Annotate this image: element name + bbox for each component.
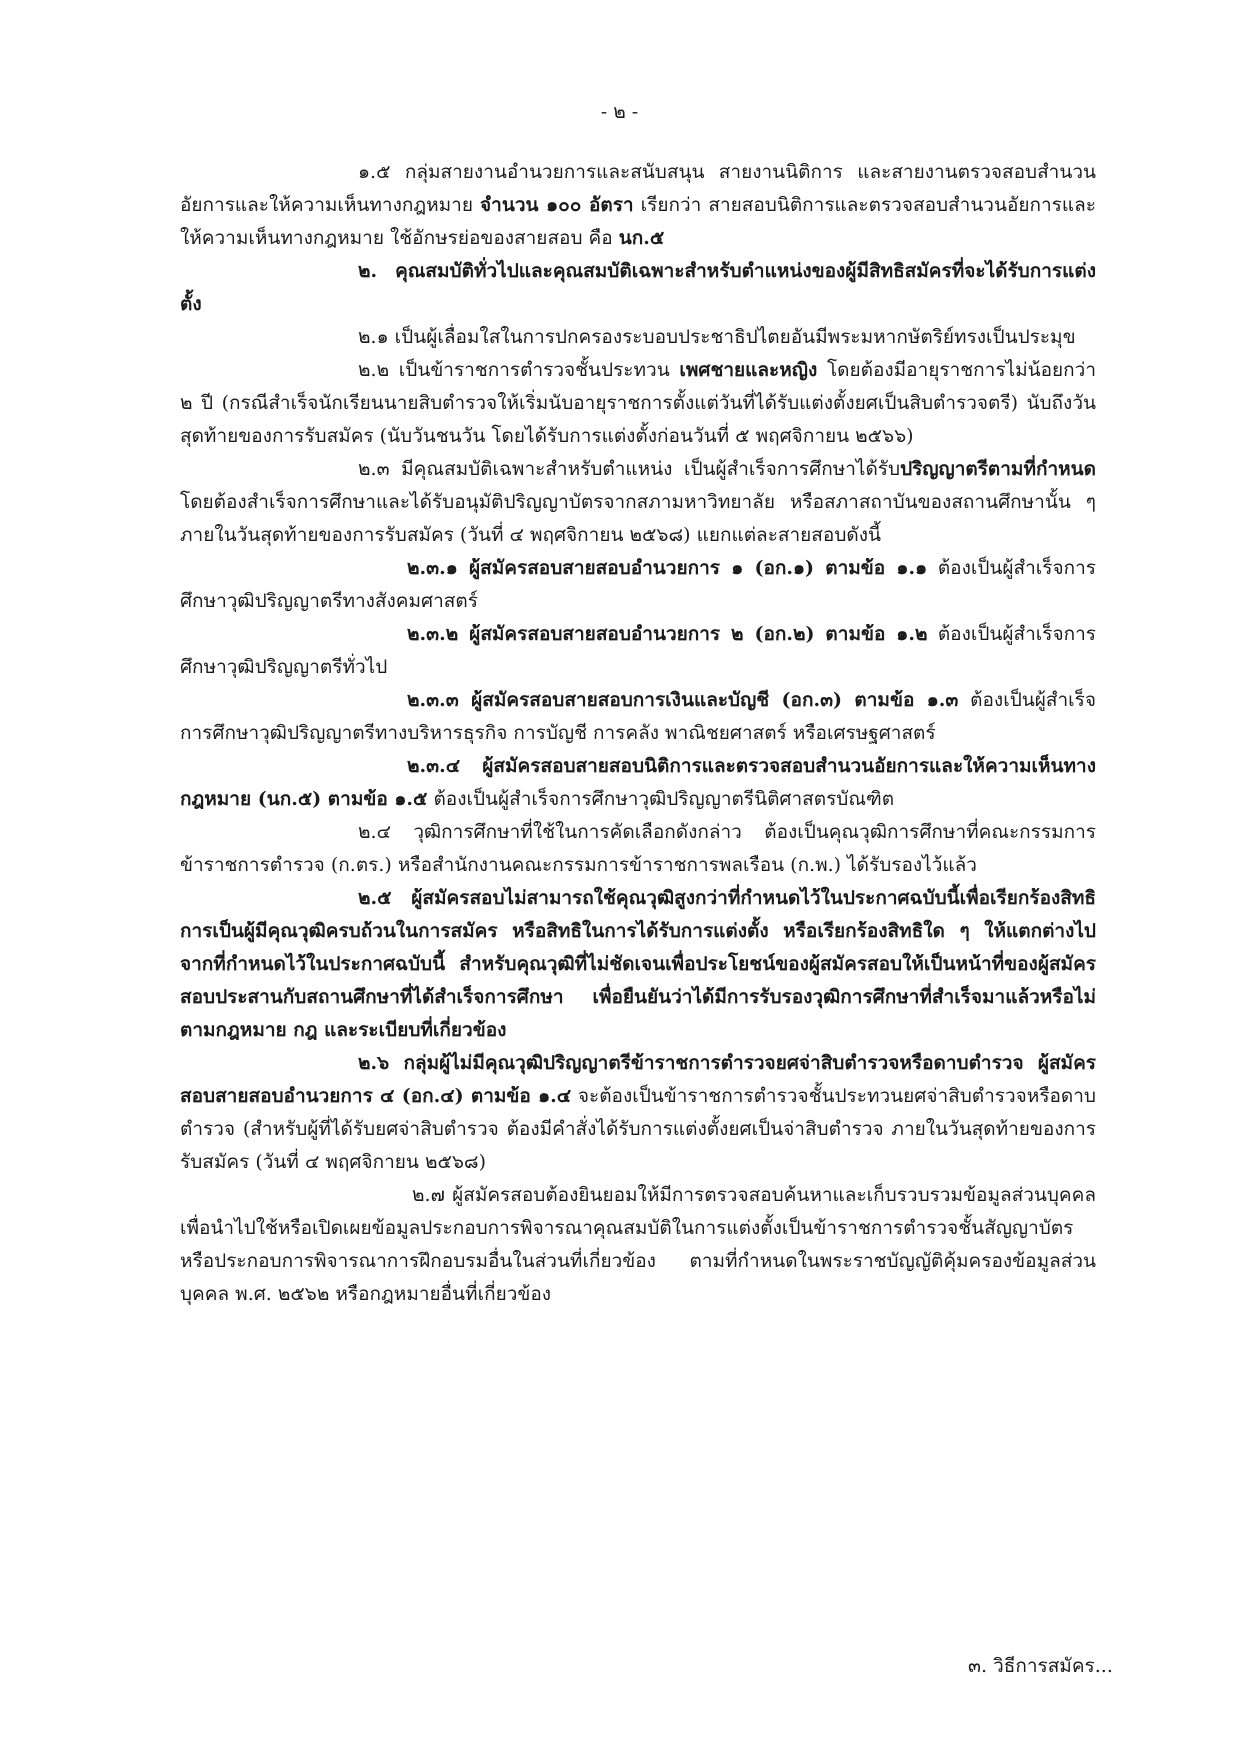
text-run: ต้องเป็นผู้สำเร็จการศึกษาวุฒิปริญญาตรีทางบริหารธุรกิจ การบัญชี การคลัง พาณิชยศาสตร์ หรือเศรษฐศาสตร์ [180,689,1096,744]
text-run: โดยต้องสำเร็จการศึกษาและได้รับอนุมัติปริญญาบัตรจากสภามหาวิทยาลัย หรือสภาสถาบันของสถานศึกษานั้น ๆ ภายในวันสุดท้ายของการรับสมัคร (วันที่ ๔ พฤศจิกายน ๒๕๖๘) แยกแต่ละสายสอบดังนี้ [180,491,1096,546]
paragraph [180,750,1096,816]
paragraph [180,684,1096,750]
next-section-marker: ๓. วิธีการสมัคร... [968,1655,1113,1677]
paragraph [180,354,1096,453]
paragraph [180,618,1096,684]
bold-text: ๒.๓.๔ ผู้สมัครสอบสายสอบนิติการและตรวจสอบสำนวนอัยการและให้ความเห็นทางกฎหมาย (นก.๕) ตามข้อ ๑.๕ [180,755,1096,810]
text-run: ๒. คุณสมบัติทั่วไปและคุณสมบัติเฉพาะสำหรับตำแหน่งของผู้มีสิทธิสมัครที่จะได้รับการแต่งตั้ง [180,260,1096,315]
text-run: โดยต้องมีอายุราชการไม่น้อยกว่า ๒ ปี (กรณีสำเร็จนักเรียนนายสิบตำรวจให้เริ่มนับอายุราชการตั้งแต่วันที่ได้รับแต่งตั้งยศเป็นสิบตำรวจตรี) นับถึงวันสุดท้ายของการรับสมัคร (นับวันชนวัน โดยได้รับการแต่งตั้งก่อนวันที่ ๕ พฤศจิกายน ๒๕๖๖) [180,359,1096,447]
paragraph [180,552,1096,618]
text-run: ๒.๒ เป็นข้าราชการตำรวจชั้นประทวน [358,359,680,381]
paragraph [180,255,1096,321]
document-body [180,156,1096,1311]
bold-text: นก.๕ [618,227,665,249]
bold-text: เพศชายและหญิง [679,359,818,381]
text-run: ๒.๑ เป็นผู้เลื่อมใสในการปกครองระบอบประชาธิปไตยอันมีพระมหากษัตริย์ทรงเป็นประมุข [358,326,1076,348]
bold-text: ๒.๓.๒ ผู้สมัครสอบสายสอบอำนวยการ ๒ (อก.๒) ตามข้อ ๑.๒ [407,623,928,645]
bold-text: ๒.๕ ผู้สมัครสอบไม่สามารถใช้คุณวุฒิสูงกว่าที่กำหนดไว้ในประกาศฉบับนี้เพื่อเรียกร้องสิทธิการเป็นผู้มีคุณวุฒิครบถ้วนในการสมัคร หรือสิทธิในการได้รับการแต่งตั้ง หรือเรียกร้องสิทธิใด ๆ ให้แตกต่างไปจากที่กำหนดไว้ในประกาศฉบับนี้ สำหรับคุณวุฒิที่ไม่ชัดเจนเพื่อประโยชน์ของผู้สมัครสอบให้เป็นหน้าที่ของผู้สมัครสอบประสานกับสถานศึกษาที่ได้สำเร็จการศึกษา เพื่อยืนยันว่าได้มีการรับรองวุฒิการศึกษาที่สำเร็จมาแล้วหรือไม่ ตามกฎหมาย กฎ และระเบียบที่เกี่ยวข้อง [180,887,1096,1041]
paragraph [180,321,1096,354]
text-run: ๒.๔ วุฒิการศึกษาที่ใช้ในการคัดเลือกดังกล่าว ต้องเป็นคุณวุฒิการศึกษาที่คณะกรรมการข้าราชการตำรวจ (ก.ตร.) หรือสำนักงานคณะกรรมการข้าราชการพลเรือน (ก.พ.) ได้รับรองไว้แล้ว [180,821,1096,876]
bold-text: ๒.๖ กลุ่มผู้ไม่มีคุณวุฒิปริญญาตรีข้าราชการตำรวจยศจ่าสิบตำรวจหรือดาบตำรวจ ผู้สมัครสอบสายสอบอำนวยการ ๔ (อก.๔) ตามข้อ ๑.๔ [180,1052,1096,1107]
paragraph [180,882,1096,1047]
text-run: เรียกว่า สายสอบนิติการและตรวจสอบสำนวนอัยการและให้ความเห็นทางกฎหมาย ใช้อักษรย่อของสายสอบ คือ [180,194,1096,249]
bold-text: ๒.๓.๓ ผู้สมัครสอบสายสอบการเงินและบัญชี (อก.๓) ตามข้อ ๑.๓ [407,689,959,711]
text-run: จะต้องเป็นข้าราชการตำรวจชั้นประทวนยศจ่าสิบตำรวจหรือดาบตำรวจ (สำหรับผู้ที่ได้รับยศจ่าสิบตำรวจ ต้องมีคำสั่งได้รับการแต่งตั้งยศเป็นจ่าสิบตำรวจ ภายในวันสุดท้ายของการรับสมัคร (วันที่ ๔ พฤศจิกายน ๒๕๖๘) [180,1085,1096,1173]
text-run: ๑.๕ กลุ่มสายงานอำนวยการและสนับสนุน สายงานนิติการ และสายงานตรวจสอบสำนวนอัยการและให้ความเห็นทางกฎหมาย [180,161,1096,216]
paragraph [180,453,1096,552]
bold-text: จำนวน ๑๐๐ อัตรา [480,194,634,216]
text-run: ต้องเป็นผู้สำเร็จการศึกษาวุฒิปริญญาตรีนิติศาสตรบัณฑิต [427,788,895,810]
bold-text: ๒.๓.๑ ผู้สมัครสอบสายสอบอำนวยการ ๑ (อก.๑) ตามข้อ ๑.๑ [407,557,928,579]
text-run: ต้องเป็นผู้สำเร็จการศึกษาวุฒิปริญญาตรีทางสังคมศาสตร์ [180,557,1096,612]
paragraph [180,1179,1096,1311]
text-run: ต้องเป็นผู้สำเร็จการศึกษาวุฒิปริญญาตรีทั่วไป [180,623,1097,678]
paragraph [180,156,1096,255]
paragraph [180,1047,1096,1179]
paragraph [180,816,1096,882]
page-number: - ๒ - [600,101,639,123]
text-run: ๒.๗ ผู้สมัครสอบต้องยินยอมให้มีการตรวจสอบค้นหาและเก็บรวบรวมข้อมูลส่วนบุคคลเพื่อนำไปใช้หรือเปิดเผยข้อมูลประกอบการพิจารณาคุณสมบัติในการแต่งตั้งเป็นข้าราชการตำรวจชั้นสัญญาบัตร หรือประกอบการพิจารณาการฝึกอบรมอื่นในส่วนที่เกี่ยวข้อง ตามที่กำหนดในพระราชบัญญัติคุ้มครองข้อมูลส่วนบุคคล พ.ศ. ๒๕๖๒ หรือกฎหมายอื่นที่เกี่ยวข้อง [180,1184,1096,1305]
text-run: ๒.๓ มีคุณสมบัติเฉพาะสำหรับตำแหน่ง เป็นผู้สำเร็จการศึกษาได้รับ [358,458,901,480]
bold-text: ปริญญาตรีตามที่กำหนด [900,458,1096,480]
